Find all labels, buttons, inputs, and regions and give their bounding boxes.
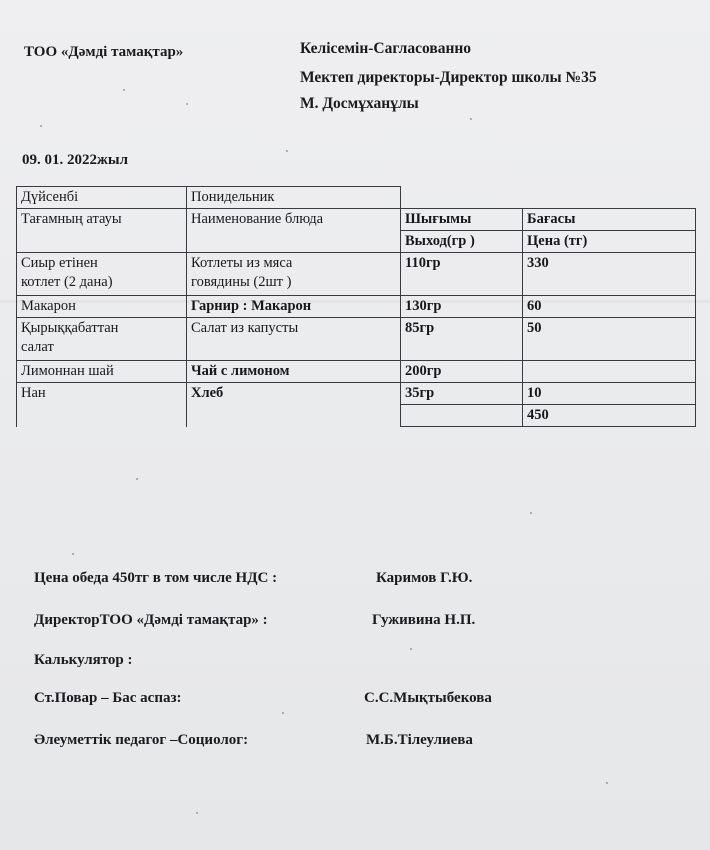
day-ru-cell (187, 187, 401, 209)
row-1-ru (187, 253, 401, 296)
table-row (17, 361, 696, 383)
approval-line-2: Мектеп директоры-Директор школы №35 (300, 69, 597, 86)
toner-speck (123, 89, 125, 91)
row-1-ru-line1: Котлеты из мяса (191, 255, 293, 271)
toner-speck (410, 648, 412, 650)
row-1-yield: 110гр (401, 253, 523, 296)
signature-label-calculator: Калькулятор : (34, 652, 133, 668)
row-3-kz (17, 318, 187, 361)
menu-table (16, 186, 696, 427)
header-yield-kz: Шығымы (405, 211, 472, 227)
toner-speck (186, 103, 188, 105)
total-blank (401, 405, 523, 427)
row-5-kz: Нан (17, 383, 187, 427)
toner-speck (470, 118, 472, 120)
row-1-ru-line2: говядины (2шт ) (191, 274, 292, 290)
signature-label-price: Цена обеда 450тг в том числе НДС : (34, 570, 278, 586)
row-1-kz (17, 253, 187, 296)
day-kz-cell (17, 187, 187, 209)
signature-label-director: ДиректорТОО «Дәмді тамақтар» : (34, 612, 268, 628)
signature-name-director: Гуживина Н.П. (372, 612, 476, 628)
table-row (17, 296, 696, 318)
table-row (17, 383, 696, 405)
header-price-kz: Бағасы (527, 211, 576, 227)
header-name-ru: Наименование блюда (191, 211, 324, 227)
row-4-yield: 200гр (401, 361, 523, 383)
toner-speck (530, 512, 532, 514)
document-date: 09. 01. 2022жыл (22, 152, 129, 168)
signature-label-chef: Ст.Повар – Бас аспаз: (34, 690, 182, 706)
signature-name-chef: С.С.Мықтыбекова (364, 690, 492, 706)
row-3-ru: Салат из капусты (187, 318, 401, 361)
toner-speck (286, 150, 288, 152)
table-row-header-1 (17, 209, 696, 231)
toner-speck (282, 712, 284, 714)
header-yield-ru-cell (401, 231, 523, 253)
signature-name-sociologist: М.Б.Тілеулиева (366, 732, 473, 748)
signature-label-sociologist: Әлеуметтік педагог –Социолог: (34, 732, 249, 748)
approval-line-3: М. Досмұханұлы (300, 95, 419, 112)
row-2-price: 60 (523, 296, 696, 318)
row-4-kz: Лимоннан шай (17, 361, 187, 383)
row-1-price: 330 (523, 253, 696, 296)
header-yield-kz-cell (401, 209, 523, 231)
day-ru: Понидельник (191, 189, 275, 205)
row-5-ru: Хлеб (187, 383, 401, 427)
row-3-yield: 85гр (401, 318, 523, 361)
row-3-kz-line2: салат (21, 339, 54, 355)
toner-speck (196, 812, 198, 814)
row-5-price: 10 (523, 383, 696, 405)
header-price-ru-cell (523, 231, 696, 253)
row-2-yield: 130гр (401, 296, 523, 318)
row-4-ru: Чай с лимоном (187, 361, 401, 383)
row-2-kz: Макарон (17, 296, 187, 318)
signature-name-price: Каримов Г.Ю. (376, 570, 473, 586)
header-name-kz-cell (17, 209, 187, 253)
row-2-ru: Гарнир : Макарон (187, 296, 401, 318)
toner-speck (136, 478, 138, 480)
organization-name: ТОО «Дәмді тамақтар» (24, 44, 184, 60)
row-1-kz-line1: Сиыр етінен (21, 255, 98, 271)
header-price-ru: Цена (тг) (527, 233, 588, 249)
row-5-yield: 35гр (401, 383, 523, 405)
table-row-day (17, 187, 696, 209)
toner-speck (72, 553, 74, 555)
header-name-ru-cell (187, 209, 401, 253)
header-price-kz-cell (523, 209, 696, 231)
row-1-kz-line2: котлет (2 дана) (21, 274, 113, 290)
approval-line-1: Келісемін-Сагласованно (300, 40, 472, 57)
toner-speck (40, 125, 42, 127)
row-4-price (523, 361, 696, 383)
toner-speck (606, 782, 608, 784)
table-row (17, 318, 696, 361)
header-name-kz: Тағамның атауы (21, 211, 122, 227)
header-yield-ru: Выход(гр ) (405, 233, 475, 249)
header-blank-cell (401, 187, 696, 209)
row-3-kz-line1: Қырыққабаттан (21, 320, 119, 336)
total-price: 450 (523, 405, 696, 427)
day-kz: Дүйсенбі (21, 189, 79, 205)
row-3-price: 50 (523, 318, 696, 361)
table-row (17, 253, 696, 296)
